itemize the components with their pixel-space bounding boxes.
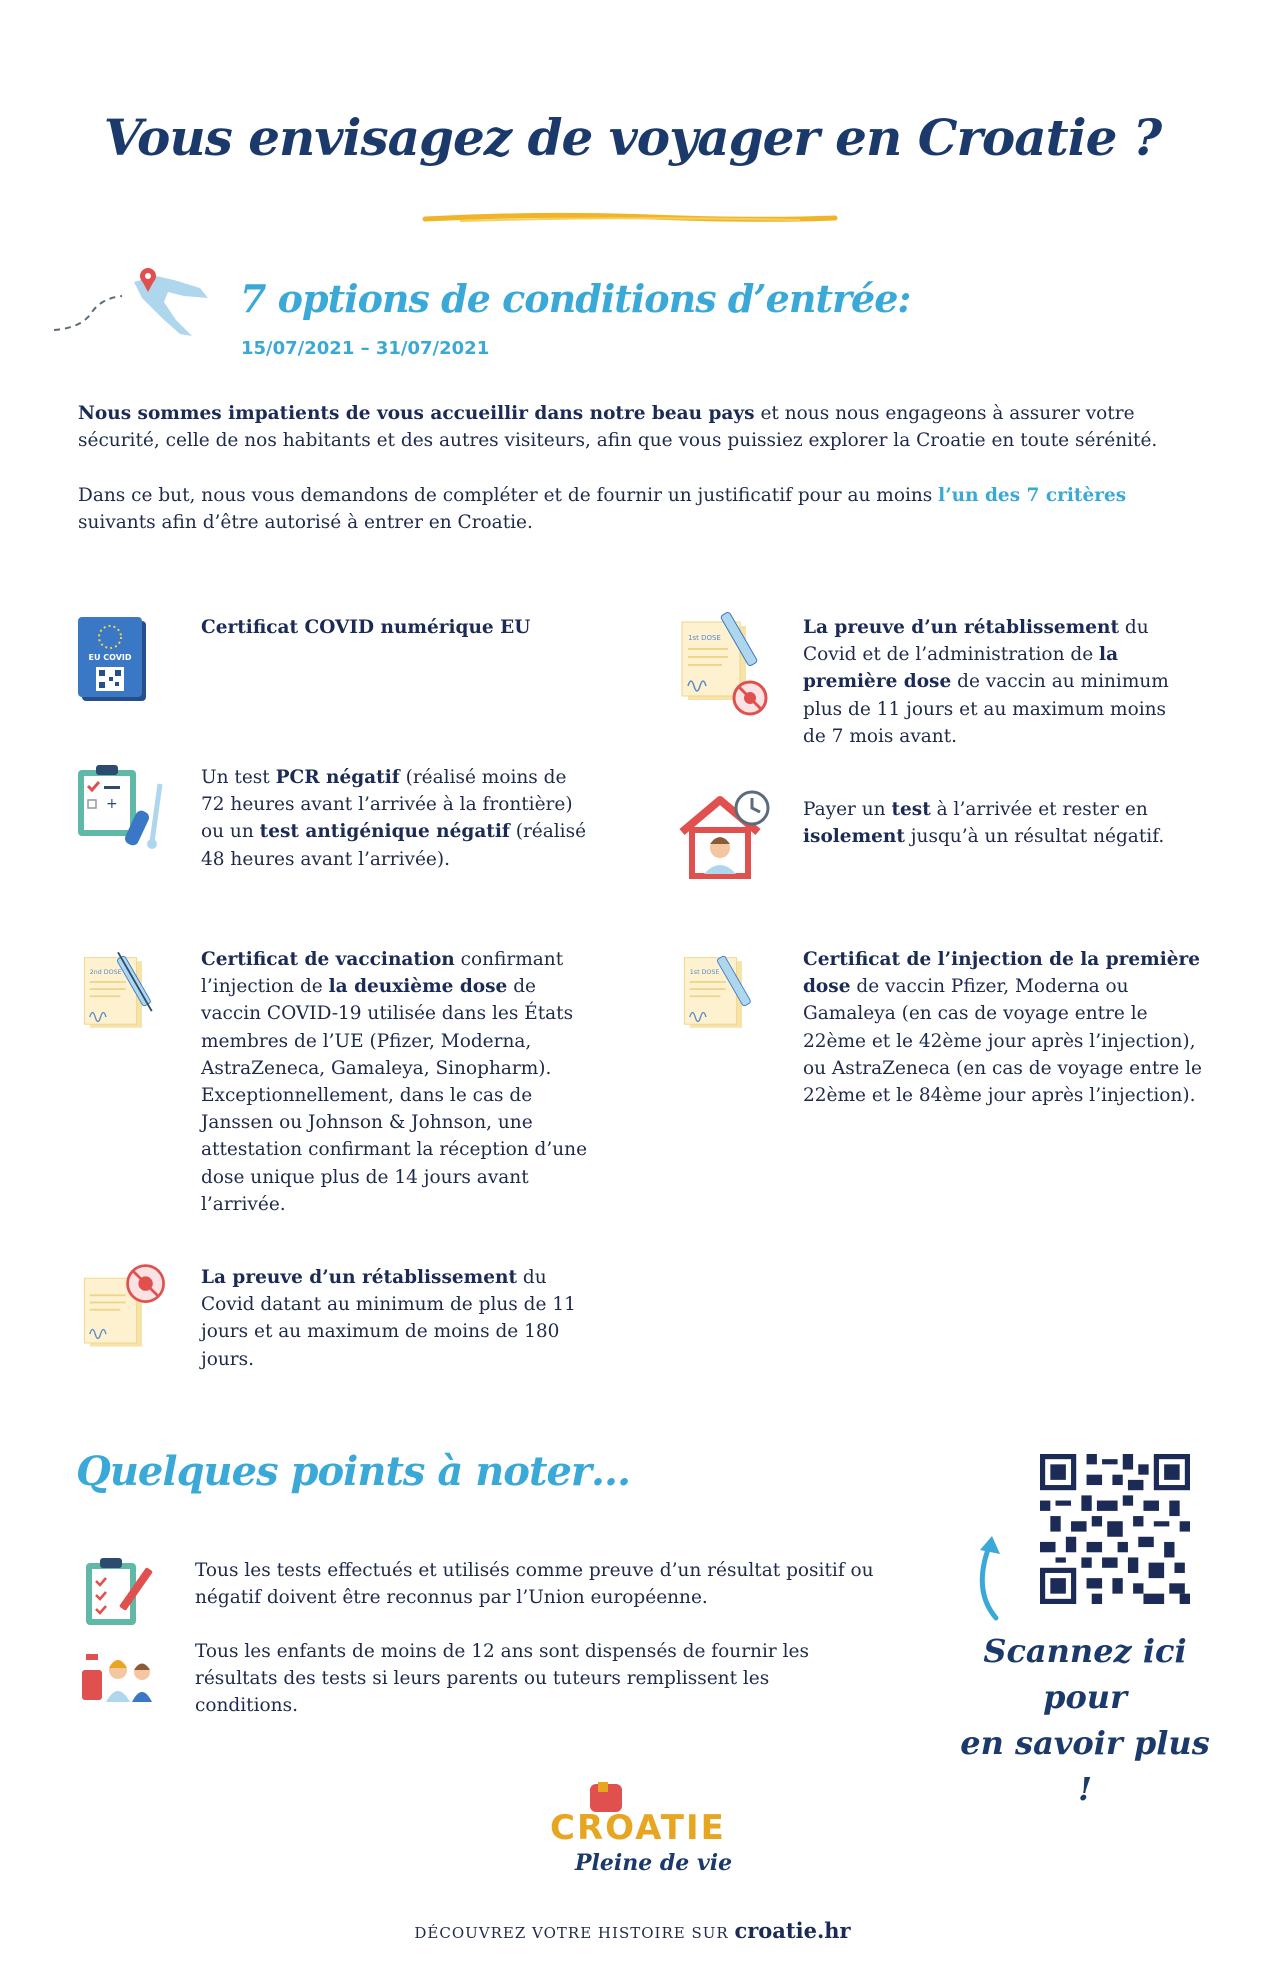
- intro-rest: et nous nous engageons à assurer votre sécurité, celle de nos habitants et des autres visiteurs, afin que vous puissiez explorer la Croatie en toute sérénité.: [78, 403, 1158, 451]
- c6-t1: Payer un: [803, 799, 892, 820]
- page-title: Vous envisagez de voyager en Croatie ?: [103, 108, 1162, 167]
- first-dose-icon-label: 1st DOSE: [688, 634, 721, 642]
- qr-code[interactable]: [1040, 1454, 1190, 1604]
- curved-arrow-icon: [966, 1530, 1012, 1622]
- recovery-first-dose-icon: [674, 600, 778, 720]
- first-dose-certificate-icon: [674, 945, 774, 1035]
- c4-b1: La preuve d’un rétablissement: [201, 1267, 517, 1288]
- criterion-pcr-test: [201, 764, 591, 873]
- c3-t1: confirmant l’injection de: [201, 949, 564, 998]
- scan-line-1: Scannez ici pour: [983, 1632, 1187, 1716]
- second-dose-icon-label: 2nd DOSE: [89, 968, 122, 976]
- croatia-map-icon: [52, 262, 212, 354]
- eu-covid-certificate-icon: [74, 615, 154, 705]
- notes-title: Quelques points à noter…: [76, 1448, 630, 1495]
- c6-b1: test: [891, 799, 931, 820]
- brush-divider: [420, 212, 840, 224]
- intro-bold: Nous sommes impatients de vous accueillir dans notre beau pays: [78, 403, 755, 424]
- recovery-document-icon: [74, 1262, 174, 1352]
- c3-t2: de vaccin COVID-19 utilisée dans les États membres de l’UE (Pfizer, Moderna, AstraZeneca, Gamaleya, Sinopharm). Exceptionnellement, dans le cas de Janssen ou Johnson & Johnson, une attestation confirmant la réception d’une dose unique plus de 14 jours avant l’arrivée.: [201, 976, 588, 1215]
- first-dose-cert-icon-label: 1st DOSE: [689, 968, 720, 976]
- footer: [0, 1918, 1265, 1943]
- c2-t1: Un test: [201, 767, 276, 788]
- c6-t3: jusqu’à un résultat négatif.: [904, 826, 1165, 848]
- criterion-vaccination-second-dose: [201, 946, 591, 1218]
- criterion-recovery-first-dose: [803, 614, 1193, 750]
- c2-t3: (réalisé 48 heures avant l’arrivée).: [201, 821, 587, 870]
- note-children-exempt: Tous les enfants de moins de 12 ans sont dispensés de fournir les résultats des tests si leurs parents ou tuteurs remplissent les conditions.: [195, 1641, 809, 1717]
- intro-paragraph-2: [78, 482, 1188, 536]
- scan-line-2: en savoir plus !: [960, 1724, 1210, 1808]
- scan-prompt: [955, 1628, 1215, 1812]
- c2-t2: (réalisé moins de 72 heures avant l’arrivée à la frontière) ou un: [201, 767, 573, 843]
- family-travel-icon: [78, 1640, 162, 1706]
- criteria-highlight: l’un des 7 critères: [938, 485, 1127, 506]
- criterion-eu-certificate-bold: Certificat COVID numérique EU: [201, 617, 531, 638]
- intro-p2-start: Dans ce but, nous vous demandons de compléter et de fournir un justificatif pour au moins: [78, 485, 939, 506]
- c2-b1: PCR négatif: [275, 767, 400, 788]
- eu-covid-icon-label: EU COVID: [88, 653, 132, 662]
- c5-t1: du Covid et de l’administration de: [803, 617, 1149, 666]
- logo-tagline: Pleine de vie: [575, 1850, 733, 1876]
- c3-b1: Certificat de vaccination: [201, 949, 455, 970]
- criterion-first-dose-certificate: [803, 946, 1203, 1109]
- note-tests-recognized: Tous les tests effectués et utilisés comme preuve d’un résultat positif ou négatif doivent être reconnus par l’Union européenne.: [195, 1560, 874, 1609]
- c6-b2: isolement: [803, 826, 905, 848]
- c5-b1: La preuve d’un rétablissement: [803, 617, 1119, 638]
- svg-text:+: +: [106, 796, 118, 812]
- c3-b2: la deuxième dose: [328, 976, 508, 998]
- date-range: 15/07/2021 – 31/07/2021: [241, 338, 490, 359]
- c2-b2: test antigénique négatif: [259, 821, 510, 843]
- criterion-eu-certificate: [201, 614, 581, 641]
- footer-text: DÉCOUVREZ VOTRE HISTOIRE SUR: [414, 1924, 735, 1942]
- c4-t1: du Covid datant au minimum de plus de 11 jours et au maximum de moins de 180 jours.: [201, 1267, 576, 1370]
- intro-paragraph-1: [78, 400, 1188, 454]
- c5-b2: la première dose: [803, 644, 1119, 693]
- footer-site-link[interactable]: croatie.hr: [734, 1918, 851, 1943]
- section-subtitle: 7 options de conditions d’entrée:: [240, 276, 911, 321]
- checklist-pen-icon: [82, 1555, 156, 1629]
- test-clipboard-icon: [74, 762, 184, 852]
- c7-t1: de vaccin Pfizer, Moderna ou Gamaleya (en cas de voyage entre le 22ème et le 42ème jour après l’injection), ou AstraZeneca (en cas de voyage entre le 22ème et le 84ème jour après l’injection).: [803, 976, 1203, 1107]
- croatia-logo-text: CROATIE: [550, 1808, 726, 1848]
- c7-b1: Certificat de l’injection de la première dose: [803, 949, 1201, 998]
- criterion-test-on-arrival: [803, 796, 1193, 850]
- criterion-recovery: [201, 1264, 591, 1373]
- c6-t2: à l’arrivée et rester en: [930, 799, 1148, 820]
- c5-t2: de vaccin au minimum plus de 11 jours et au maximum moins de 7 mois avant.: [803, 671, 1169, 747]
- home-isolation-icon: [674, 786, 774, 886]
- second-dose-certificate-icon: [74, 945, 174, 1035]
- intro-p2-end: suivants afin d’être autorisé à entrer en Croatie.: [78, 512, 533, 533]
